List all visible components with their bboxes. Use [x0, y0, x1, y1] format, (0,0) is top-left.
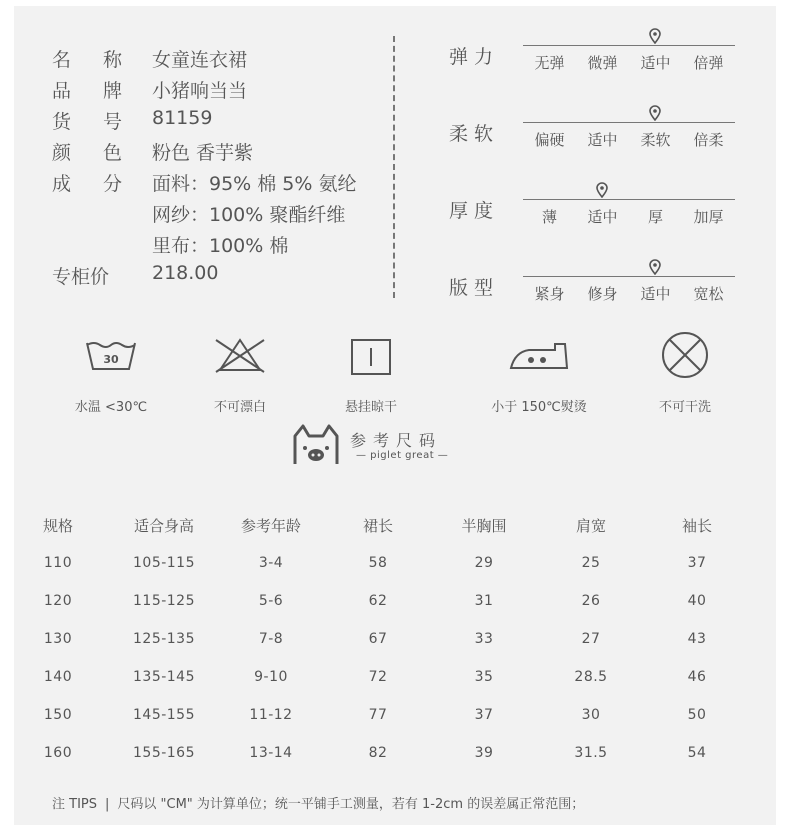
care-caption: 水温 <30℃ [74, 400, 148, 415]
no-bleach-icon [212, 336, 268, 374]
table-header-cell: 袖长 [681, 517, 712, 535]
attribute-option: 适中 [587, 208, 618, 226]
table-cell: 72 [368, 669, 388, 685]
table-cell: 25 [581, 555, 601, 571]
attribute-option: 适中 [587, 131, 618, 149]
table-cell: 120 [43, 593, 73, 609]
table-cell: 30 [581, 707, 601, 723]
info-key-char: 成 [52, 173, 72, 195]
location-pin-icon [595, 182, 609, 198]
attribute-scale [449, 119, 749, 179]
table-cell: 67 [368, 631, 388, 647]
attribute-option: 宽松 [693, 285, 724, 303]
tips-separator: | [105, 797, 110, 812]
care-caption: 悬挂晾干 [344, 400, 397, 415]
table-cell: 5-6 [258, 593, 284, 609]
care-item [625, 330, 745, 415]
tips-text: 尺码以 "CM" 为计算单位；统一平铺手工测量，若有 1-2cm 的误差属正常范围； [117, 797, 585, 812]
attribute-scale-line [523, 276, 735, 277]
table-cell: 27 [581, 631, 601, 647]
table-header-cell: 规格 [42, 517, 73, 535]
table-cell: 11-12 [249, 707, 293, 723]
attribute-scale-line [523, 45, 735, 46]
info-value: 女童连衣裙 [152, 49, 248, 71]
table-header-cell: 半胸围 [461, 517, 507, 535]
info-key [52, 107, 122, 134]
info-key-char: 名 [52, 49, 72, 71]
info-value: 小猪响当当 [152, 80, 248, 102]
care-item [479, 338, 599, 415]
attribute-label: 厚度 [449, 200, 500, 222]
info-key-char: 色 [102, 142, 122, 164]
table-cell: 77 [368, 707, 388, 723]
table-cell: 125-135 [133, 631, 195, 647]
attribute-option: 倍柔 [693, 131, 724, 149]
table-header-cell: 裙长 [362, 517, 393, 535]
tips-note [52, 793, 584, 812]
location-pin-icon [648, 105, 662, 121]
attribute-option: 加厚 [693, 208, 724, 226]
info-value: 粉色 香芋紫 [152, 142, 254, 164]
info-key-char: 称 [102, 49, 122, 71]
info-key-char: 号 [102, 111, 122, 133]
table-cell: 62 [368, 593, 388, 609]
care-item [311, 338, 431, 415]
table-header-cell: 肩宽 [575, 517, 606, 535]
info-key-char: 分 [102, 173, 122, 195]
svg-text:30: 30 [103, 353, 119, 366]
attribute-label: 弹力 [449, 46, 500, 68]
info-key-char: 颜 [52, 142, 72, 164]
table-cell: 54 [687, 745, 707, 761]
table-cell: 115-125 [133, 593, 195, 609]
attribute-option: 适中 [640, 54, 671, 72]
table-cell: 140 [43, 669, 73, 685]
attribute-option: 厚 [647, 208, 663, 226]
table-cell: 43 [687, 631, 707, 647]
table-cell: 13-14 [249, 745, 293, 761]
wash-30-icon [84, 339, 138, 373]
attribute-option: 柔软 [640, 131, 671, 149]
table-cell: 82 [368, 745, 388, 761]
table-cell: 150 [43, 707, 73, 723]
attribute-option: 紧身 [534, 285, 565, 303]
table-cell: 160 [43, 745, 73, 761]
table-cell: 110 [43, 555, 73, 571]
iron-150-icon [507, 338, 571, 374]
info-key: 专柜价 [52, 266, 110, 288]
info-key [52, 138, 122, 165]
info-key-char: 货 [52, 111, 72, 133]
care-item [51, 339, 171, 415]
attribute-label: 柔软 [449, 123, 500, 145]
size-reference-title: 参考尺码 [350, 431, 443, 450]
care-caption: 不可漂白 [213, 400, 266, 415]
table-cell: 9-10 [254, 669, 288, 685]
table-header-cell: 参考年龄 [240, 517, 301, 535]
table-cell: 37 [687, 555, 707, 571]
table-header-cell: 适合身高 [133, 517, 194, 535]
location-pin-icon [648, 28, 662, 44]
info-value: 里布：100% 棉 [152, 235, 289, 257]
attribute-option: 适中 [640, 285, 671, 303]
attribute-option: 薄 [541, 208, 557, 226]
table-cell: 39 [474, 745, 494, 761]
brand-subtitle: — piglet great — [356, 450, 449, 461]
info-key [52, 45, 122, 72]
table-cell: 50 [687, 707, 707, 723]
table-cell: 155-165 [133, 745, 195, 761]
info-value: 218.00 [152, 262, 219, 284]
attribute-option: 倍弹 [693, 54, 724, 72]
info-key-char: 牌 [102, 80, 122, 102]
info-key [52, 169, 122, 196]
info-value: 81159 [152, 107, 213, 129]
attribute-scale-line [523, 122, 735, 123]
table-cell: 28.5 [574, 669, 608, 685]
table-cell: 130 [43, 631, 73, 647]
info-key-char: 品 [52, 80, 72, 102]
info-key [52, 76, 122, 103]
care-item [180, 336, 300, 415]
attribute-scale-line [523, 199, 735, 200]
care-caption: 不可干洗 [658, 400, 711, 415]
table-cell: 135-145 [133, 669, 195, 685]
vertical-divider [393, 36, 395, 298]
table-cell: 58 [368, 555, 388, 571]
attribute-option: 偏硬 [534, 131, 565, 149]
table-cell: 40 [687, 593, 707, 609]
table-cell: 37 [474, 707, 494, 723]
attribute-option: 微弹 [587, 54, 618, 72]
table-cell: 3-4 [258, 555, 284, 571]
piglet-logo-icon [289, 424, 343, 468]
attribute-scale [449, 42, 749, 102]
no-dry-clean-icon [660, 330, 710, 380]
table-cell: 7-8 [258, 631, 284, 647]
tips-label: 注 TIPS [52, 797, 97, 812]
hang-dry-icon [349, 338, 393, 376]
attribute-scale [449, 196, 749, 256]
attribute-label: 版型 [449, 277, 500, 299]
attribute-option: 修身 [587, 285, 618, 303]
location-pin-icon [648, 259, 662, 275]
table-cell: 145-155 [133, 707, 195, 723]
info-value: 面料：95% 棉 5% 氨纶 [152, 173, 357, 195]
table-cell: 31.5 [574, 745, 608, 761]
table-cell: 33 [474, 631, 494, 647]
attribute-option: 无弹 [534, 54, 565, 72]
info-value: 网纱：100% 聚酯纤维 [152, 204, 346, 226]
table-cell: 46 [687, 669, 707, 685]
table-cell: 26 [581, 593, 601, 609]
table-cell: 35 [474, 669, 494, 685]
table-cell: 29 [474, 555, 494, 571]
table-cell: 31 [474, 593, 494, 609]
care-caption: 小于 150℃熨烫 [491, 400, 587, 415]
table-cell: 105-115 [133, 555, 195, 571]
attribute-scale [449, 273, 749, 333]
